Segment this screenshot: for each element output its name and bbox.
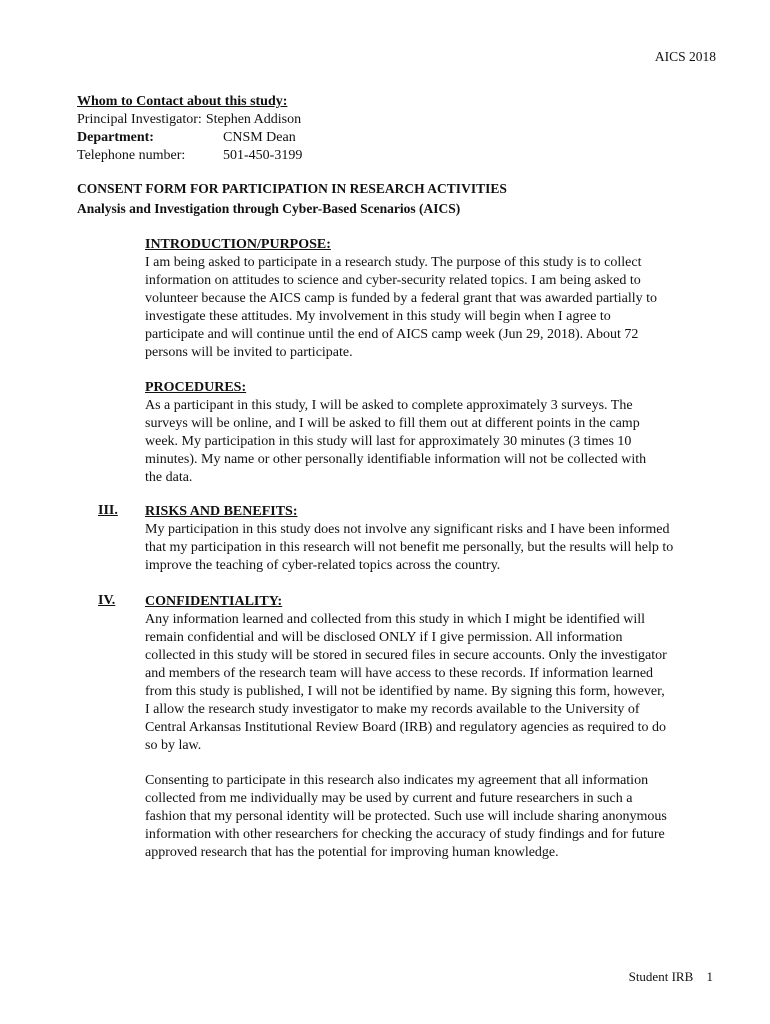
section-line: information with other researchers for checking the accuracy of study findings and for future	[145, 827, 665, 842]
section-heading: INTRODUCTION/PURPOSE:	[145, 237, 331, 252]
section-procedures	[145, 379, 725, 487]
section-line: approved research that has the potential for improving human knowledge.	[145, 845, 559, 860]
section-line: so by law.	[145, 738, 202, 753]
section-confidentiality	[145, 593, 725, 755]
form-title: CONSENT FORM FOR PARTICIPATION IN RESEARCH ACTIVITIES	[77, 181, 507, 196]
section-line: from this study is published, I will not be identified by name. By signing this form, however,	[145, 684, 665, 699]
contact-row-telephone	[77, 147, 302, 165]
section-line: surveys will be online, and I will be asked to fill them out at different points in the camp	[145, 416, 640, 431]
page-number: 1	[706, 969, 713, 984]
section-line: remain confidential and will be disclosed ONLY if I give permission. All information	[145, 630, 623, 645]
contact-row-department	[77, 129, 302, 147]
consent-paragraph	[145, 772, 725, 862]
section-line: that my participation in this research will not benefit me personally, but the results will help to	[145, 540, 674, 555]
contact-label: Principal Investigator:	[77, 112, 202, 127]
section-line: Central Arkansas Institutional Review Board (IRB) and regulatory agencies as required to do	[145, 720, 666, 735]
section-numeral: IV.	[98, 593, 116, 608]
section-line: My participation in this study does not involve any significant risks and I have been informed	[145, 522, 670, 537]
section-line: information on attitudes to science and cyber-security related topics. I am being asked to	[145, 273, 641, 288]
contact-value: 501-450-3199	[223, 148, 303, 163]
section-line: fashion that my personal identity will be protected. Such use will include sharing anonymous	[145, 809, 667, 824]
section-line: improve the teaching of cyber-related topics across the country.	[145, 558, 501, 573]
section-line: the data.	[145, 470, 193, 485]
contact-row-investigator	[77, 111, 302, 129]
form-subtitle: Analysis and Investigation through Cyber-Based Scenarios (AICS)	[77, 201, 461, 216]
section-line: Consenting to participate in this research also indicates my agreement that all information	[145, 773, 649, 788]
section-line: collected in this study will be stored in secured files in secure accounts. Only the investigator	[145, 648, 667, 663]
contact-value: Stephen Addison	[205, 112, 302, 127]
section-line: Any information learned and collected from this study in which I might be identified will	[145, 612, 645, 627]
section-line: minutes). My name or other personally identifiable information will not be collected with	[145, 452, 647, 467]
section-line: volunteer because the AICS camp is funded by a federal grant that was awarded partially to	[145, 291, 657, 306]
section-line: collected from me individually may be used by current and future researchers in such a	[145, 791, 633, 806]
header-label: AICS 2018	[654, 49, 716, 64]
footer-label: Student IRB	[628, 969, 694, 984]
contact-title: Whom to Contact about this study:	[77, 94, 288, 109]
section-line: investigate these attitudes. My involvement in this study will begin when I agree to	[145, 309, 611, 324]
section-heading: RISKS AND BENEFITS:	[145, 504, 298, 519]
section-risks-benefits	[145, 503, 725, 575]
section-line: As a participant in this study, I will be asked to complete approximately 3 surveys. The	[145, 398, 633, 413]
section-line: and members of the research team will have access to these records. If information learned	[145, 666, 654, 681]
section-line: I allow the research study investigator to make my records available to the University of	[145, 702, 640, 717]
contact-block	[77, 93, 302, 165]
section-line: I am being asked to participate in a research study. The purpose of this study is to collect	[145, 255, 642, 270]
contact-label: Telephone number:	[77, 148, 186, 163]
section-line: participate and will continue until the end of AICS camp week (Jun 29, 2018). About 72	[145, 327, 639, 342]
section-heading: PROCEDURES:	[145, 380, 247, 395]
page-footer	[629, 969, 713, 985]
section-numeral: III.	[98, 503, 118, 518]
section-introduction	[145, 236, 725, 362]
contact-value: CNSM Dean	[223, 130, 296, 145]
section-line: week. My participation in this study will last for approximately 30 minutes (3 times 10	[145, 434, 632, 449]
contact-label: Department:	[77, 130, 154, 145]
section-heading: CONFIDENTIALITY:	[145, 594, 283, 609]
section-line: persons will be invited to participate.	[145, 345, 353, 360]
